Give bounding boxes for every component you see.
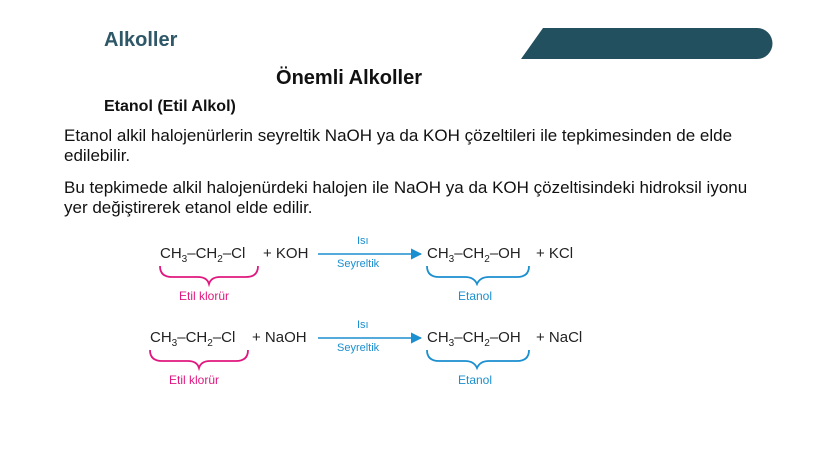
reaction-2-condition-dilute: Seyreltik xyxy=(337,342,380,354)
reaction-2-reactant: $CH_3-CH_2-Cl$ xyxy=(150,329,236,349)
reaction-1-reactant-brace xyxy=(160,266,258,284)
reaction-2-reactant-brace xyxy=(150,350,248,368)
page-title: Önemli Alkoller xyxy=(276,67,422,89)
paragraph-2: Bu tepkimede alkil halojenürdeki halojen ile NaOH ya da KOH çözeltisindeki hidroksil iyonu yer değiştirerek etanol elde edilir. xyxy=(64,178,748,217)
reaction-1-product-brace xyxy=(427,266,529,284)
reaction-2-byproduct: + NaCl xyxy=(536,329,583,346)
paragraph-1: Etanol alkil halojenürlerin seyreltik NaOH ya da KOH çözeltileri ile tepkimesinden de elde edilebilir. xyxy=(64,126,733,165)
reaction-1-condition-dilute: Seyreltik xyxy=(337,258,380,270)
reaction-2-product-brace xyxy=(427,350,529,368)
section-title: Alkoller xyxy=(104,29,178,51)
reaction-2-reactant-label: Etil klorür xyxy=(169,373,220,387)
reaction-1-product-label: Etanol xyxy=(458,289,493,303)
reaction-1-reactant: $CH_3-CH_2-Cl$ xyxy=(160,245,246,265)
reaction-1-condition-heat: Isı xyxy=(357,235,369,247)
reaction-1-byproduct: + KCl xyxy=(536,245,574,262)
page-subtitle: Etanol (Etil Alkol) xyxy=(104,98,236,115)
reaction-2-product: $CH_3-CH_2-OH$ xyxy=(427,329,521,349)
reaction-1-reagent: + KOH xyxy=(263,245,309,262)
reaction-2-product-label: Etanol xyxy=(458,373,493,387)
reaction-1-reactant-label: Etil klorür xyxy=(179,289,230,303)
reaction-2-condition-heat: Isı xyxy=(357,319,369,331)
reaction-1-product: $CH_3-CH_2-OH$ xyxy=(427,245,521,265)
reaction-2-reagent: + NaOH xyxy=(252,329,307,346)
